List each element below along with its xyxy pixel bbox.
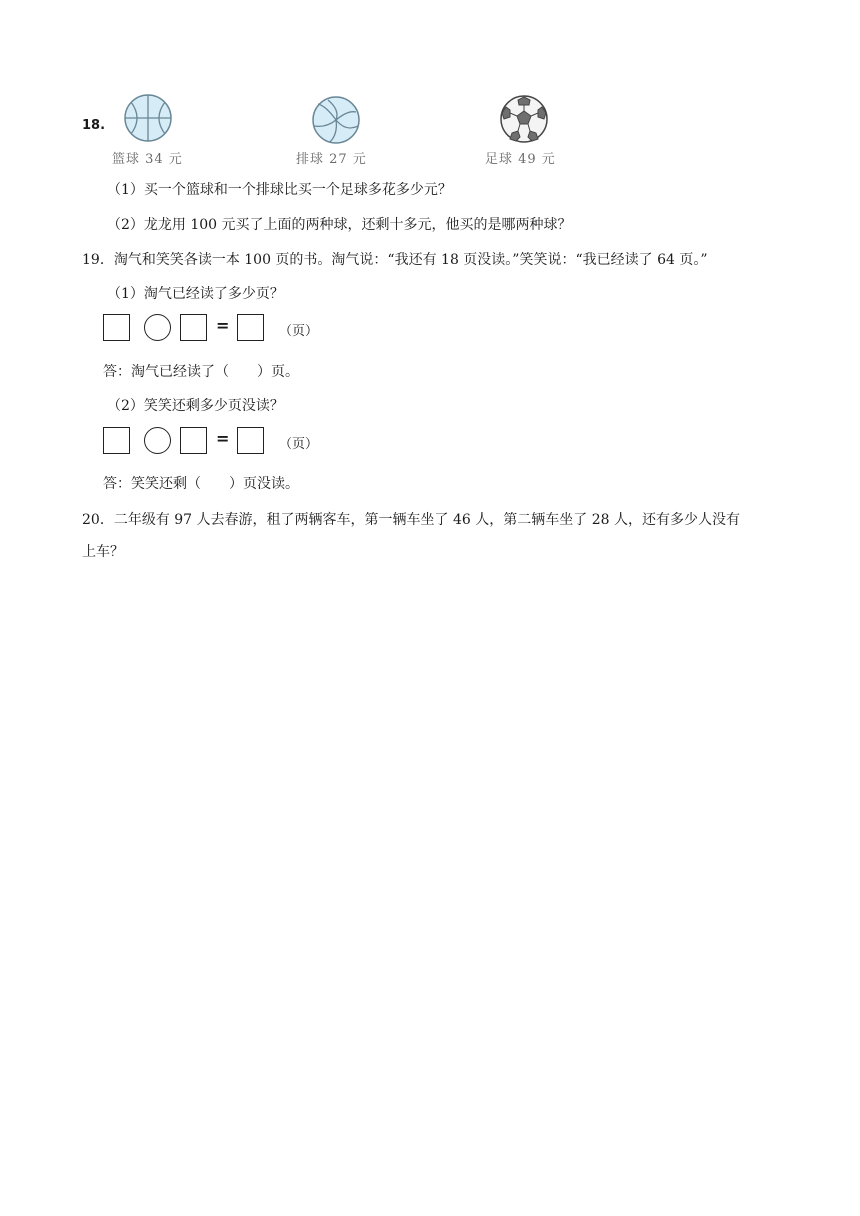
answer-box[interactable]	[103, 427, 130, 454]
question-19-sub1: （1）淘气已经读了多少页？	[107, 286, 284, 302]
question-18-sub2: （2）龙龙用 100 元买了上面的两种球，还剩十多元，他买的是哪两种球？	[107, 217, 572, 233]
answer-line-2: 答：笑笑还剩（ ）页没读。	[103, 476, 299, 492]
operator-circle[interactable]	[144, 427, 171, 454]
soccer-ball-price: 足球 49 元	[485, 152, 556, 167]
question-20-line1: 20．二年级有 97 人去春游，租了两辆客车，第一辆车坐了 46 人，第二辆车坐了 28 人，还有多少人没有	[82, 512, 740, 528]
basketball-icon	[121, 94, 175, 142]
answer-box[interactable]	[103, 314, 130, 341]
soccer-ball-icon	[498, 95, 550, 143]
basketball-price: 篮球 34 元	[112, 152, 183, 167]
equals-sign: =	[216, 316, 230, 335]
answer-line-1: 答：淘气已经读了（ ）页。	[103, 364, 299, 380]
operator-circle[interactable]	[144, 314, 171, 341]
question-18-number: 18.	[82, 118, 106, 133]
volleyball-price: 排球 27 元	[296, 152, 367, 167]
question-19-stem: 19．淘气和笑笑各读一本 100 页的书。淘气说：“我还有 18 页没读。”笑笑说：“我已经读了 64 页。”	[82, 252, 708, 268]
answer-box[interactable]	[180, 427, 207, 454]
unit-label: （页）	[279, 437, 319, 452]
answer-box[interactable]	[237, 314, 264, 341]
answer-box[interactable]	[180, 314, 207, 341]
question-18-sub1: （1）买一个篮球和一个排球比买一个足球多花多少元？	[107, 182, 452, 198]
question-20-line2: 上车？	[82, 544, 124, 560]
equals-sign: =	[216, 429, 230, 448]
answer-box[interactable]	[237, 427, 264, 454]
volleyball-icon	[310, 96, 362, 144]
question-19-sub2: （2）笑笑还剩多少页没读？	[107, 398, 284, 414]
unit-label: （页）	[279, 324, 319, 339]
